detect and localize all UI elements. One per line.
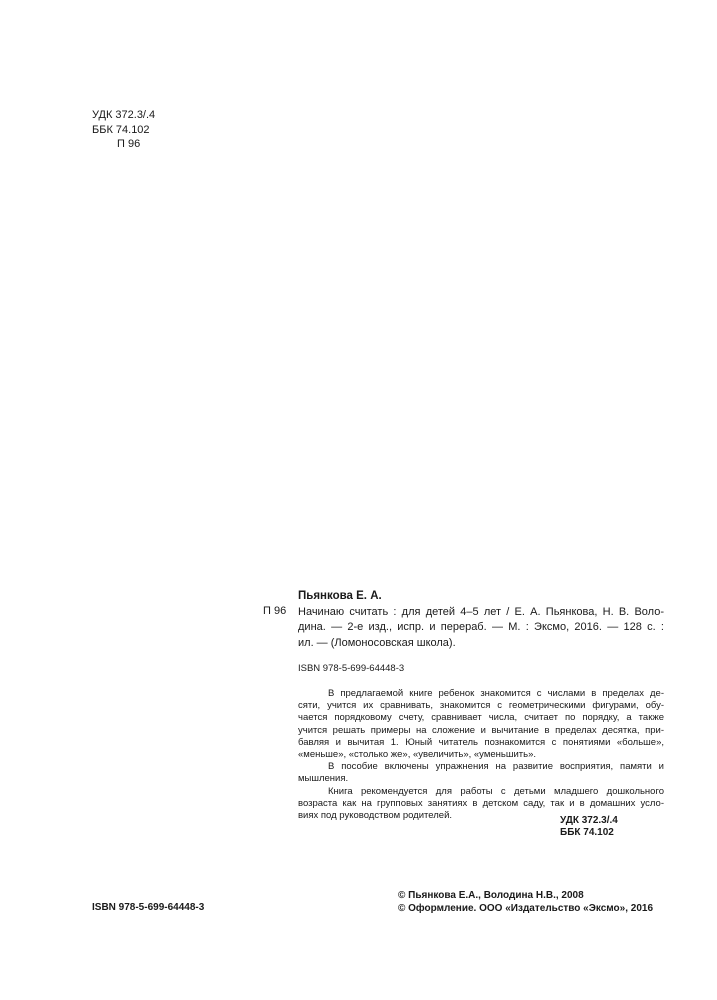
copyright-design: © Оформление. ООО «Издательство «Эксмо», 2016 — [398, 902, 654, 914]
top-classification-codes — [92, 108, 155, 152]
annotation-line: мышления. — [298, 773, 349, 785]
copyright-authors: © Пьянкова Е.А., Володина Н.В., 2008 — [398, 890, 584, 901]
bibliographic-description — [298, 605, 664, 651]
annotation-line: бавляя и вычитая 1. Юный читатель познакомится с понятиями «больше», — [298, 736, 664, 748]
annotation-line: «меньше», «столько же», «увеличить», «уменьшить». — [298, 749, 536, 761]
annotation-line: В пособие включены упражнения на развитие восприятия, памяти и — [328, 761, 664, 773]
annotation-line: виях под руководством родителей. — [298, 810, 453, 822]
annotation-line: В предлагаемой книге ребенок знакомится с числами в пределах де- — [328, 688, 664, 699]
udk-code: УДК 372.3/.4 — [92, 109, 156, 121]
annotation — [298, 688, 664, 822]
card-classification-codes — [560, 815, 664, 839]
copyright-block — [398, 890, 653, 915]
card-isbn: ISBN 978-5-699-64448-3 — [298, 663, 405, 674]
biblio-line: ил. — (Ломоносовская школа). — [298, 636, 456, 649]
card-author: Пьянкова Е. А. — [298, 590, 382, 602]
biblio-line: Начинаю считать : для детей 4–5 лет / Е. А. Пьянкова, Н. В. Воло- — [298, 606, 664, 618]
annotation-line: Книга рекомендуется для работы с детьми младшего дошкольного — [328, 785, 664, 797]
biblio-line: дина. — 2-е изд., испр. и перераб. — М. : Эксмо, 2016. — 128 с. : — [298, 621, 664, 634]
card-cipher: П 96 — [263, 605, 287, 617]
card-bbk: ББК 74.102 — [560, 827, 614, 838]
footer-isbn: ISBN 978-5-699-64448-3 — [92, 902, 205, 913]
author-cipher: П 96 — [117, 138, 141, 150]
bbk-code: ББК 74.102 — [92, 123, 150, 136]
annotation-line: учится решать примеры на сложение и вычитание в пределах десятка, при- — [298, 724, 664, 736]
annotation-line: возраста как на групповых занятиях в детском саду, так и в домашних усло- — [298, 797, 664, 809]
card-udk: УДК 372.3/.4 — [560, 815, 618, 826]
annotation-line: чается порядковому счету, сравнивает числа, считает по порядку, а также — [298, 712, 664, 724]
annotation-line: сяти, учится их сравнивать, знакомится с геометрическими фигурами, обу- — [298, 700, 664, 712]
